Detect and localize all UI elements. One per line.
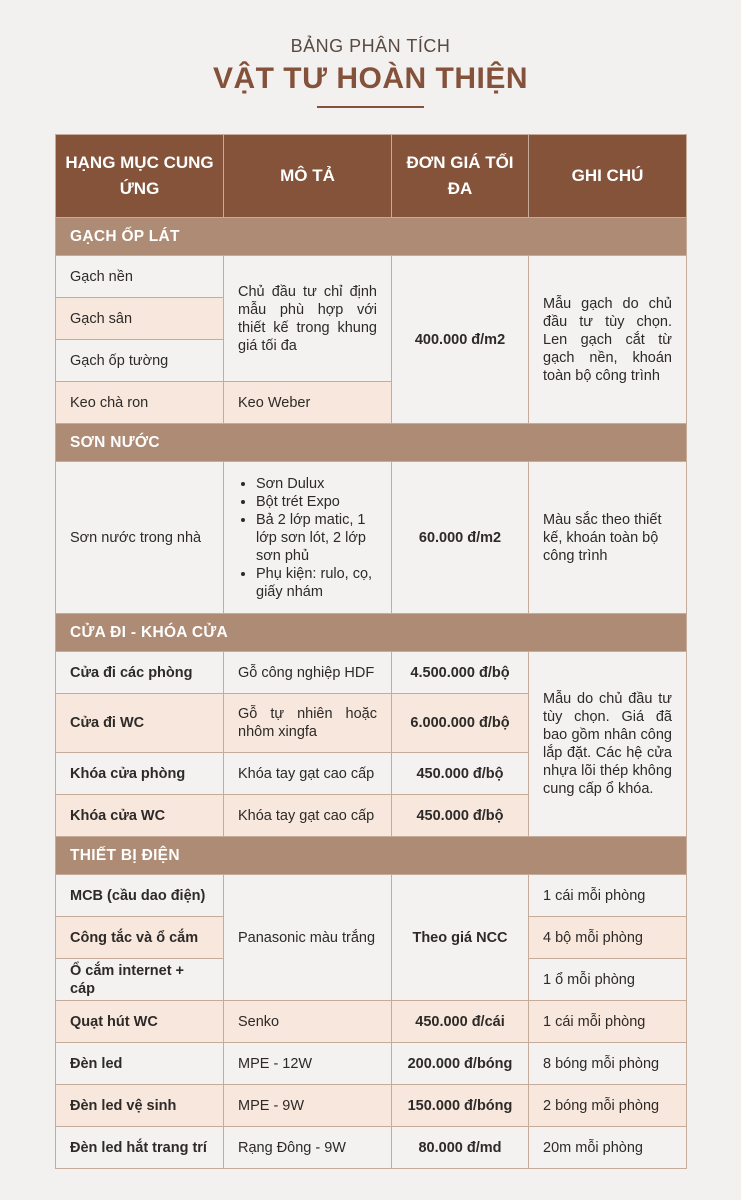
description-cell: Gỗ tự nhiên hoặc nhôm xingfa (224, 694, 392, 753)
description-cell: Khóa tay gạt cao cấp (224, 753, 392, 795)
description-cell: Panasonic màu trắng (224, 875, 392, 1001)
list-item: • Bả 2 lớp matic, 1 lớp sơn lót, 2 lớp sơn phủ (256, 511, 377, 565)
description-cell: Keo Weber (224, 382, 392, 424)
price-cell: 200.000 đ/bóng (392, 1043, 529, 1085)
table-row (56, 1127, 687, 1169)
item-cell: Đèn led hắt trang trí (56, 1127, 224, 1169)
note-cell: 20m mỗi phòng (529, 1127, 687, 1169)
note-cell: 2 bóng mỗi phòng (529, 1085, 687, 1127)
price-cell: 80.000 đ/md (392, 1127, 529, 1169)
list-item: • Sơn Dulux (256, 475, 377, 493)
description-list (238, 475, 377, 601)
item-cell: Công tắc và ổ cắm (56, 917, 224, 959)
price-cell: 400.000 đ/m2 (392, 256, 529, 424)
table-row (56, 462, 687, 614)
note-cell: 1 ổ mỗi phòng (529, 959, 687, 1001)
table-row (56, 1043, 687, 1085)
note-cell: 1 cái mỗi phòng (529, 875, 687, 917)
item-cell: Gạch ốp tường (56, 340, 224, 382)
header-row (56, 135, 687, 218)
item-cell: Gạch nền (56, 256, 224, 298)
note-cell: Màu sắc theo thiết kế, khoán toàn bộ công trình (529, 462, 687, 614)
price-cell: 450.000 đ/cái (392, 1001, 529, 1043)
col-header-note: GHI CHÚ (529, 135, 687, 218)
item-cell: Quạt hút WC (56, 1001, 224, 1043)
item-cell: Đèn led (56, 1043, 224, 1085)
list-item: • Phụ kiện: rulo, cọ, giấy nhám (256, 565, 377, 601)
section-title: CỬA ĐI - KHÓA CỬA (56, 614, 687, 652)
table-row (56, 1001, 687, 1043)
section-title: SƠN NƯỚC (56, 424, 687, 462)
section-title: THIẾT BỊ ĐIỆN (56, 837, 687, 875)
section-row-paint (56, 424, 687, 462)
materials-table (55, 134, 687, 1169)
note-cell: Mẫu gạch do chủ đầu tư tùy chọn. Len gạch cắt từ gạch nền, khoán toàn bộ công trình (529, 256, 687, 424)
item-cell: Khóa cửa phòng (56, 753, 224, 795)
description-cell: Chủ đầu tư chỉ định mẫu phù hợp với thiết kế trong khung giá tối đa (224, 256, 392, 382)
description-cell (224, 462, 392, 614)
description-cell: Khóa tay gạt cao cấp (224, 795, 392, 837)
item-cell: Gạch sân (56, 298, 224, 340)
price-cell: 150.000 đ/bóng (392, 1085, 529, 1127)
price-cell: 60.000 đ/m2 (392, 462, 529, 614)
col-header-max-price: ĐƠN GIÁ TỐI ĐA (392, 135, 529, 218)
list-item: • Bột trét Expo (256, 493, 377, 511)
item-cell: Cửa đi WC (56, 694, 224, 753)
section-title: GẠCH ỐP LÁT (56, 218, 687, 256)
price-cell: 450.000 đ/bộ (392, 753, 529, 795)
item-cell: Keo chà ron (56, 382, 224, 424)
col-header-description: MÔ TẢ (224, 135, 392, 218)
price-cell: 450.000 đ/bộ (392, 795, 529, 837)
item-cell: MCB (cầu dao điện) (56, 875, 224, 917)
note-cell: 8 bóng mỗi phòng (529, 1043, 687, 1085)
table-row (56, 256, 687, 298)
description-cell: MPE - 12W (224, 1043, 392, 1085)
description-cell: Gỗ công nghiệp HDF (224, 652, 392, 694)
page-kicker: BẢNG PHÂN TÍCH (290, 36, 451, 56)
page-title: VẬT TƯ HOÀN THIỆN (212, 62, 529, 95)
price-cell: 4.500.000 đ/bộ (392, 652, 529, 694)
section-row-doors (56, 614, 687, 652)
table-row (56, 875, 687, 917)
table-row (56, 652, 687, 694)
price-cell: Theo giá NCC (392, 875, 529, 1001)
item-cell: Đèn led vệ sinh (56, 1085, 224, 1127)
description-cell: Senko (224, 1001, 392, 1043)
title-underline (317, 106, 424, 108)
description-cell: Rạng Đông - 9W (224, 1127, 392, 1169)
item-cell: Khóa cửa WC (56, 795, 224, 837)
section-row-electrical (56, 837, 687, 875)
description-cell: MPE - 9W (224, 1085, 392, 1127)
note-cell: Mẫu do chủ đầu tư tùy chọn. Giá đã bao gồm nhân công lắp đặt. Các hệ cửa nhựa lõi thép không cung cấp ổ khóa. (529, 652, 687, 837)
section-row-tiles (56, 218, 687, 256)
item-cell: Sơn nước trong nhà (56, 462, 224, 614)
note-cell: 4 bộ mỗi phòng (529, 917, 687, 959)
table-row (56, 1085, 687, 1127)
item-cell: Ổ cắm internet + cáp (56, 959, 224, 1001)
col-header-item: HẠNG MỤC CUNG ỨNG (56, 135, 224, 218)
price-cell: 6.000.000 đ/bộ (392, 694, 529, 753)
note-cell: 1 cái mỗi phòng (529, 1001, 687, 1043)
item-cell: Cửa đi các phòng (56, 652, 224, 694)
